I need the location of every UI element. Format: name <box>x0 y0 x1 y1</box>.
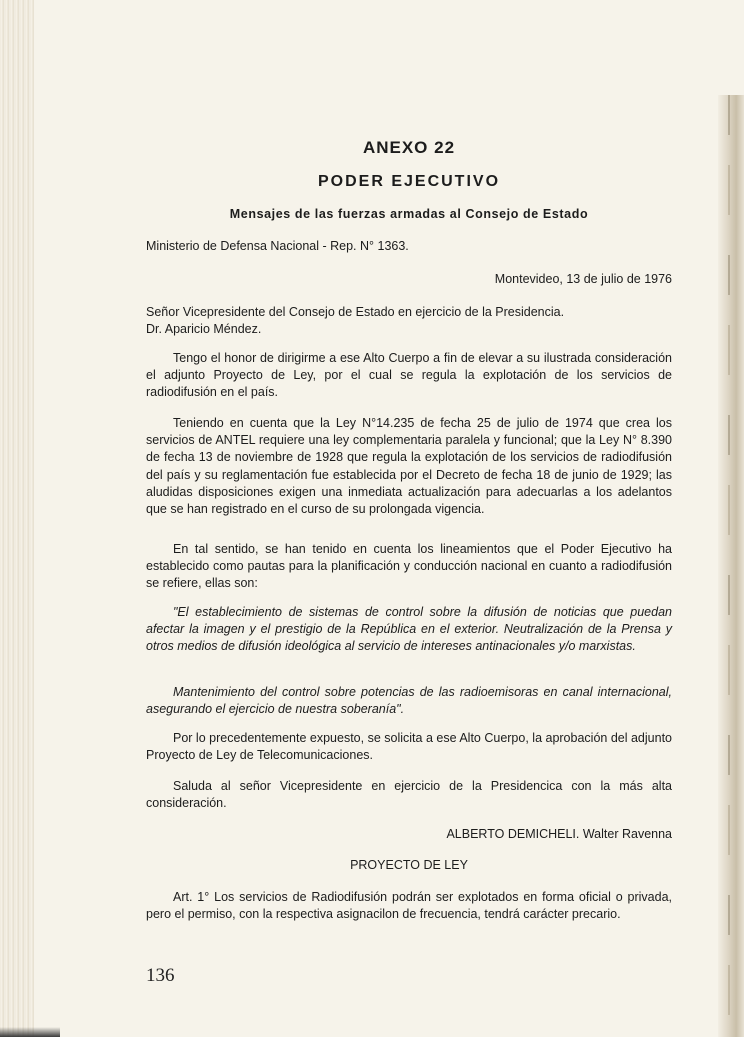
paragraph-closing: Saluda al señor Vicepresidente en ejercicio de la Presidencica con la más alta consideración. <box>146 779 672 811</box>
paragraph-1: Tengo el honor de dirigirme a ese Alto Cuerpo a fin de elevar a su ilustrada consideración el adjunto Proyecto de Ley, por el cual se regula la explotación de los servicios de radiodifusión en el país. <box>146 351 672 400</box>
annex-title: ANEXO 22 <box>362 138 456 157</box>
quoted-guideline-1: "El establecimiento de sistemas de control sobre la difusión de noticias que puedan afectar la imagen y el prestigio de la República en el exterior. Neutralización de la Prensa y otros medios de difusión ideológica al servicio de intereses antinacionales y/o marxistas. <box>146 605 672 654</box>
document-body <box>146 0 672 1037</box>
addressee-line-1: Señor Vicepresidente del Consejo de Estado en ejercicio de la Presidencia. <box>146 305 565 319</box>
date-line: Montevideo, 13 de julio de 1976 <box>494 272 672 286</box>
document-subtitle: Mensajes de las fuerzas armadas al Consejo de Estado <box>229 207 589 221</box>
paragraph-2: Teniendo en cuenta que la Ley N°14.235 de fecha 25 de julio de 1974 que crea los servicios de ANTEL requiere una ley complementaria paralela y funcional; que la Ley N° 8.390 de fecha 13 de noviembre de 1928 que regula la explotación de los servicios de radiodifusión del país y su reglamentación fue establecida por el Decreto de fecha 18 de junio de 1929; las aludidas disposiciones exigen una inmediata actualización para adecuarlas a los adelantos que se han registrado en el curso de su prolongada vigencia. <box>146 416 672 517</box>
book-page-edges-right <box>718 95 744 1037</box>
page-number: 136 <box>146 965 175 986</box>
bill-title: PROYECTO DE LEY <box>350 858 468 872</box>
article-1: Art. 1° Los servicios de Radiodifusión podrán ser explotados en forma oficial o privada, pero el permiso, con la respectiva asignacilon de frecuencia, tendrá carácter precario. <box>146 890 672 922</box>
addressee-line-2: Dr. Aparicio Méndez. <box>146 322 262 336</box>
page-corner-shadow <box>0 1027 60 1037</box>
book-page-edges-left <box>0 0 34 1037</box>
paragraph-request: Por lo precedentemente expuesto, se solicita a ese Alto Cuerpo, la aprobación del adjunto Proyecto de Ley de Telecomunicaciones. <box>146 731 672 763</box>
paragraph-3: En tal sentido, se han tenido en cuenta los lineamientos que el Poder Ejecutivo ha establecido como pautas para la planificación y conducción nacional en cuanto a radiodifusión se refiere, ellas son: <box>146 542 672 591</box>
signatories: ALBERTO DEMICHELI. Walter Ravenna <box>446 827 672 841</box>
quoted-guideline-2: Mantenimiento del control sobre potencias de las radioemisoras en canal internacional, asegurando el ejercicio de nuestra soberanía". <box>146 685 672 717</box>
ministry-reference: Ministerio de Defensa Nacional - Rep. N° 1363. <box>146 239 409 253</box>
section-title: PODER EJECUTIVO <box>317 173 501 190</box>
